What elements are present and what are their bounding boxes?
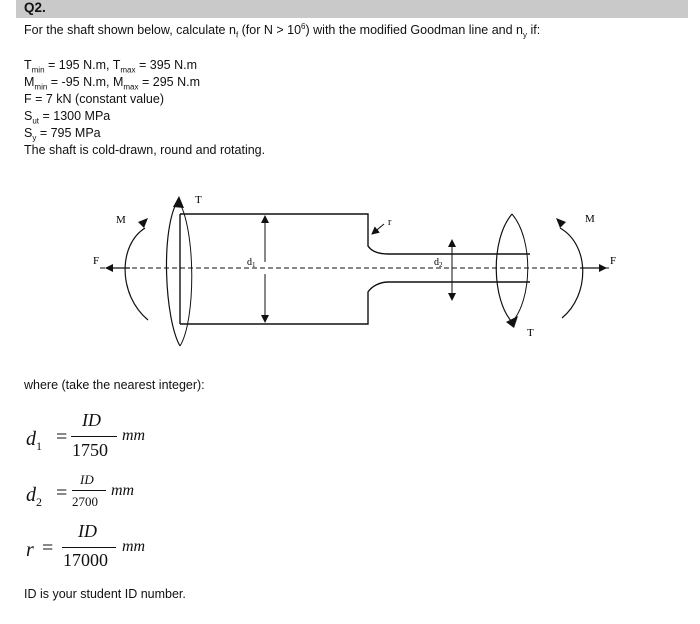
sy-symbol: S (24, 126, 33, 140)
mmin-symbol: M (24, 75, 35, 89)
label-r: r (388, 217, 392, 228)
sy-sub: y (32, 133, 37, 143)
fillet-leader (372, 224, 384, 234)
eq-d1-fraction-bar (71, 436, 117, 437)
eq-d2-fraction-bar (72, 490, 106, 491)
tmax-sub: max (120, 65, 136, 75)
sut-value: = 1300 MPa (39, 109, 111, 123)
eq-d1-equals: = (56, 426, 68, 448)
tmax-value: = 395 N.m (135, 58, 198, 72)
eq-d2-equals: = (56, 482, 68, 504)
intro-text-c: ) with the modified Goodman line and n (305, 23, 523, 38)
where-text: where (take the nearest integer): (24, 378, 205, 392)
label-d2: $d_2$ (434, 257, 443, 269)
intro-sub-f: f (235, 30, 239, 40)
eq-r-equals: = (42, 537, 54, 559)
tmax-symbol: T (112, 58, 121, 72)
eq-d1-numerator: ID (82, 410, 101, 430)
sut-sub: ut (32, 116, 40, 126)
label-t-top: T (195, 194, 202, 206)
eq-r-lhs: r (26, 539, 34, 561)
eq-r-numerator: ID (78, 521, 97, 541)
force-value: F = 7 kN (constant value) (24, 92, 164, 106)
tmin-symbol: T (24, 58, 32, 72)
shaft-note: The shaft is cold-drawn, round and rotating. (24, 143, 266, 157)
label-m-right: M (585, 213, 595, 225)
eq-d1-denominator: 1750 (72, 440, 108, 460)
mmin-value: = -95 N.m, (47, 75, 113, 89)
eq-d1-lhs: $d_1$ (26, 428, 42, 453)
torque-arrowhead-right (506, 316, 518, 328)
intro-text-a: For the shaft shown below, calculate n (24, 23, 236, 38)
intro-sup-6: 6 (301, 22, 306, 31)
shaft-outline (180, 214, 530, 324)
label-f-left: F (93, 255, 100, 267)
eq-r-fraction-bar (62, 547, 116, 548)
moment-arc-right (560, 228, 583, 318)
eq-d2-denominator: 2700 (72, 494, 98, 509)
eq-r-denominator: 17000 (63, 550, 108, 570)
eq-d1-unit: mm (122, 427, 146, 444)
label-m-left: M (116, 214, 126, 226)
eq-d2-numerator: ID (80, 472, 94, 487)
sy-value: = 795 MPa (36, 126, 101, 140)
intro-sub-y: y (523, 30, 527, 40)
tmin-value: = 195 N.m, (44, 58, 113, 72)
sut-symbol: S (24, 109, 33, 123)
eq-r-unit: mm (122, 538, 146, 555)
mmax-sub: max (123, 82, 139, 92)
mmin-sub: min (34, 82, 48, 92)
moment-arrowhead-left (138, 218, 148, 228)
eq-d2-unit: mm (111, 482, 135, 499)
torque-arrowhead-left (173, 196, 184, 208)
footer-note: ID is your student ID number. (24, 587, 186, 601)
label-t-bottom: T (527, 327, 534, 339)
question-number: Q2. (24, 0, 46, 15)
moment-arc-left (125, 228, 148, 320)
torque-arc-left-outer (166, 200, 180, 346)
intro-text-b: (for N > 10 (238, 23, 302, 38)
label-f-right: F (610, 255, 617, 267)
intro-text-d: if: (527, 23, 541, 38)
eq-d2-lhs: $d_2$ (26, 484, 42, 509)
mmax-value: = 295 N.m (138, 75, 201, 89)
mmax-symbol: M (112, 75, 124, 89)
tmin-sub: min (31, 65, 45, 75)
moment-arrowhead-right (556, 218, 566, 228)
label-d1: $d_1$ (247, 257, 256, 269)
